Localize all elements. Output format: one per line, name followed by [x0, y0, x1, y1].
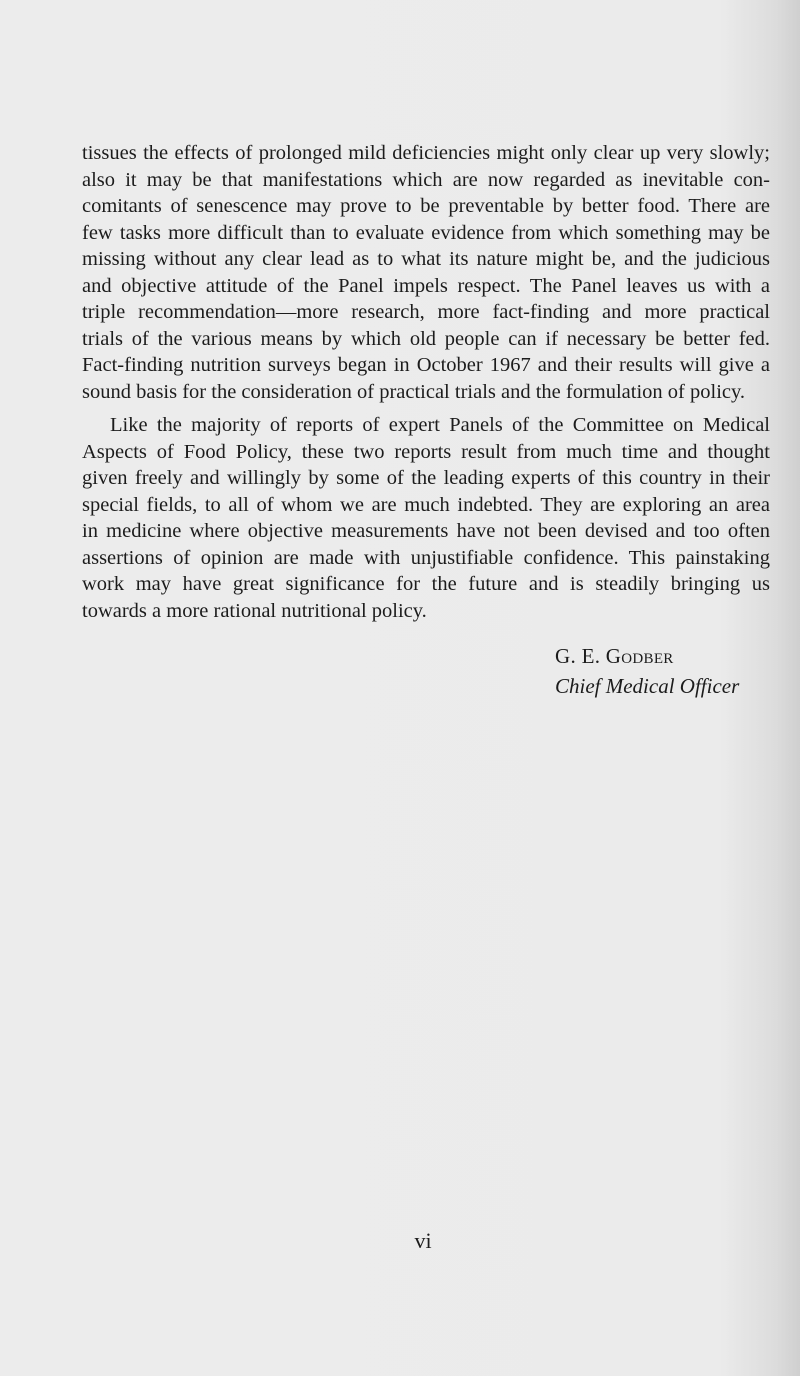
paragraph-2-line: in medicine where objective measurements have not been devised and too often [82, 520, 770, 542]
paragraph-1-line: tissues the effects of prolonged mild deficiencies might only clear up very slowly; [82, 142, 770, 164]
paragraph-1-line: Fact-finding nutrition surveys began in October 1967 and their results will give a [82, 354, 770, 376]
paragraph-1-line: missing without any clear lead as to what its nature might be, and the judicious [82, 248, 770, 270]
paragraph-2-line: Aspects of Food Policy, these two reports result from much time and thought [82, 440, 770, 463]
paragraph-2-line: assertions of opinion are made with unjustifiable confidence. This painstaking [82, 546, 770, 569]
signature-block [555, 643, 739, 699]
signature-name: G. E. Godber [555, 644, 674, 668]
paragraph-2-line: work may have great significance for the future and is steadily bringing us [82, 573, 770, 595]
paragraph-2-line: given freely and willingly by some of the leading experts of this country in their [82, 467, 770, 489]
paragraph-1-line: and objective attitude of the Panel impels respect. The Panel leaves us with a [82, 274, 770, 297]
paragraph-2-line: special fields, to all of whom we are much indebted. They are exploring an area [82, 493, 770, 516]
paragraph-1-line: trials of the various means by which old people can if necessary be better fed. [82, 327, 770, 350]
page-number: vi [414, 1228, 432, 1253]
paragraph-2-line: towards a more rational nutritional policy. [82, 599, 427, 622]
paragraph-1-line: sound basis for the consideration of practical trials and the formulation of policy. [82, 380, 746, 403]
paragraph-2-line: Like the majority of reports of expert Panels of the Committee on Medical [110, 414, 770, 436]
paragraph-2 [82, 412, 770, 624]
paragraph-1-line: comitants of senescence may prove to be preventable by better food. There are [82, 195, 770, 217]
paragraph-1 [82, 140, 770, 405]
signature-title: Chief Medical Officer [555, 674, 740, 698]
paragraph-1-line: also it may be that manifestations which are now regarded as inevitable con- [82, 168, 770, 191]
paragraph-1-line: few tasks more difficult than to evaluate evidence from which something may be [82, 221, 770, 244]
paragraph-1-line: triple recommendation—more research, more fact-finding and more practical [82, 301, 770, 323]
